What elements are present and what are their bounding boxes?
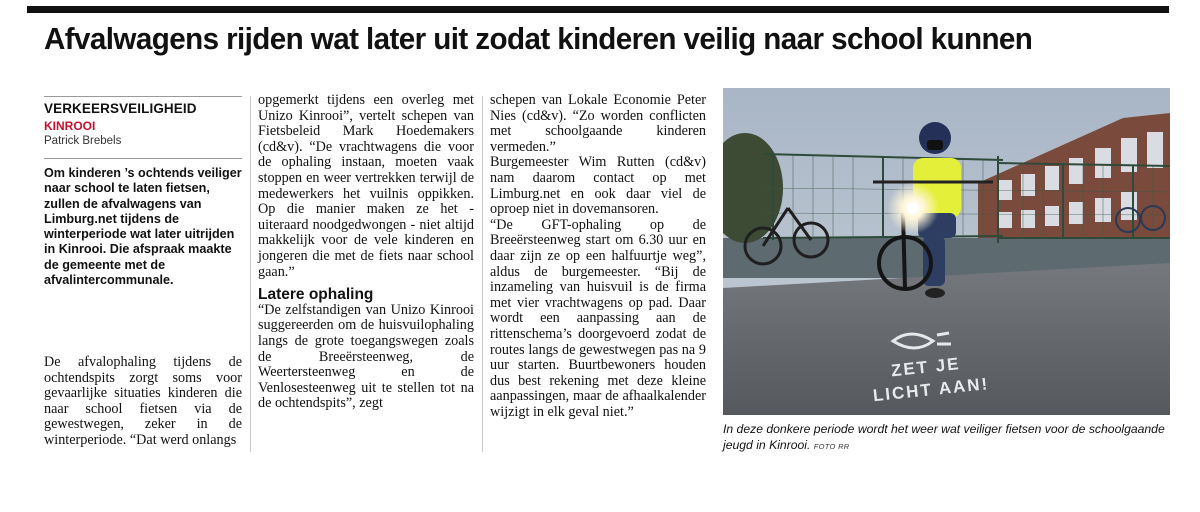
subhead: Latere ophaling <box>258 286 374 304</box>
author-byline: Patrick Brebels <box>44 135 122 147</box>
column-divider <box>250 96 251 452</box>
body-column-1 <box>44 355 242 449</box>
caption-text: In deze donkere periode wordt het weer wat veiliger fietsen voor de schoolgaande jeugd in Kinrooi. <box>723 422 1165 452</box>
photo-illustration <box>723 88 1170 415</box>
kicker-rule <box>44 96 242 97</box>
body-paragraph: De afvalophaling tijdens de ochtendspits zorgt soms voor gevaarlijke situaties kinderen die naar school fietsen via de gewestwegen, zeker in de winterperiode. “Dat werd onlangs <box>44 354 242 448</box>
article-photo <box>723 88 1170 415</box>
photo-caption <box>723 421 1170 455</box>
photo-credit: FOTO RR <box>813 442 850 451</box>
body-paragraph: “De GFT-ophaling op de Breeërsteenweg start om 6.30 uur en daar zijn ze op een halfuurtje weg”, aldus de burgemeester. “Bij de inzameling van huisvuil is de firma met vier vrachtwagens op pad. Daar wordt een aanpassing aan de rittenschema’s doorgevoerd zodat de routes langs de gewestwegen pas na 9 uur starten. Buurtbewoners houden dus best rekening met deze kleine aanpassingen, maar de afhaalkalender wijzigt in elk geval niet.” <box>490 216 706 420</box>
column-divider <box>482 96 483 452</box>
body-paragraph: Burgemeester Wim Rutten (cd&v) nam daarom contact op met Limburg.net en ook daar viel de oproep niet in dovemansoren. <box>490 154 706 218</box>
body-column-2 <box>258 93 474 412</box>
ground-text-line1: ZET JE <box>890 354 962 381</box>
headline: Afvalwagens rijden wat later uit zodat kinderen veilig naar school kunnen <box>44 22 1033 56</box>
body-paragraph: “De zelfstandigen van Unizo Kinrooi suggereerden om de huisvuilophaling langs de grote toegangswegen zoals de Breeërsteenweg, de Weertersteenweg en de Venlosesteenweg uit te stellen tot na de ochtendspits”, zegt <box>258 301 474 412</box>
body-paragraph: schepen van Lokale Economie Peter Nies (cd&v). “Zo worden conflicten met schoolgaande kinderen vermeden.” <box>490 92 706 155</box>
body-paragraph: opgemerkt tijdens een overleg met Unizo Kinrooi”, vertelt schepen van Fietsbeleid Mark Hoedemakers (cd&v). “De vrachtwagens die voor de ophaling instaan, moeten vaak stoppen en weer vertrekken terwijl de medewerkers het vuilnis oppikken. Op die manier maken ze het - uiteraard noodgedwongen - niet altijd makkelijk voor de vele kinderen en jongeren die met de fiets naar school gaan.” <box>258 92 474 280</box>
lead-paragraph: Om kinderen ’s ochtends veiliger naar school te laten fietsen, zullen de afvalwagens van Limburg.net tijdens de winterperiode wat later uitrijden in Kinrooi. Die afspraak maakte de gemeente met de afvalintercommunale. <box>44 158 242 288</box>
location-label: KINROOI <box>44 119 96 133</box>
article-sidebar <box>44 96 242 288</box>
top-rule <box>27 6 1169 13</box>
section-kicker: VERKEERSVEILIGHEID <box>44 101 197 116</box>
body-column-3 <box>490 93 706 420</box>
ground-text-line2: LICHT AAN! <box>872 374 991 406</box>
